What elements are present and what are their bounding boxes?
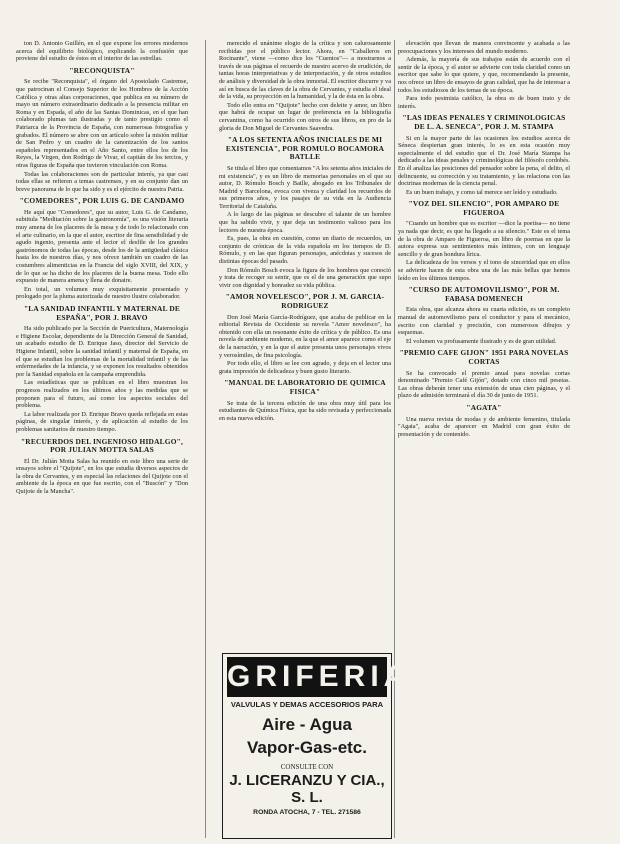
section-heading: "A LOS SETENTA AÑOS INICIALES DE MI EXISTENCIA", POR ROMULO BOCAMORA BATLLE [225,135,385,162]
ad-line1: Aire - Agua [261,715,353,734]
paragraph: Ha sido publicado por la Sección de Puericultura, Maternología e Higiene Escolar, dependiente de la Dirección General de Sanidad, un acabado estudio de D. Enrique Jaso, director del Servicio de Higiene Infantil, sobre la sanidad infantil y maternal de España, en el que se estudian los problemas de la mortalidad infantil y de las enfermedades de la infancia, y se exponen los resultados obtenidos por la Sanidad española en la campaña emprendida. [16,325,188,378]
paragraph: ton D. Antonio Guillén, en el que expone los errores modernos acerca del equilibrio biológico, explicando la confusión que proviene del estudio de éstos en el interior de las estrellas. [16,40,188,63]
section-heading: "COMEDORES", POR LUIS G. DE CANDAMO [19,196,185,206]
section-heading: "CURSO DE AUTOMOVILISMO", POR M. FABASA DOMENECH [408,285,560,303]
section-heading: "LAS IDEAS PENALES Y CRIMINOLOGICAS DE L. A. SENECA", POR J. M. STAMPA [402,113,566,131]
paragraph: A lo largo de las páginas se descubre el talante de un hombre que ha sabido vivir, y que deja un testimonio valioso para los lectores de nuestra época. [219,211,391,234]
paragraph: En total, un volumen muy exquisitamente presentado y prologado por la pluma autorizada de nuestro ilustre colaborador. [16,285,188,301]
column-rule-2 [394,40,395,838]
column-rule-1 [205,40,206,838]
paragraph: He aquí que "Comedores", que su autor, Luis G. de Candamo, subtitula "Meditación sobre la gastronomía", es una visión literaria muy amena de los placeres de la mesa y de todo lo relacionado con el arte culinario, en la que el autor, escritor de fina sensibilidad y de agudo ingenio, presenta ante el lector el desfile de los grandes gastrónomos de todas las épocas, desde los de la antigüedad clásica hasta los de nuestros días, y nos ofrece también un cuadro de las costumbres alimenticias en la Francia del siglo XVIII, del XIX, y de lo que se ha dicho de los placeres de la buena mesa. Todo ello expuesto de manera amena y llena de donaire. [16,208,188,285]
paragraph: Además, la mayoría de sus trabajos están de acuerdo con el sentir de la época, y el autor se advierte con toda claridad como un escritor que sabe lo que quiere, y que, recomendando la presente, nos ofrece un libro de ensayos de gran calidad, que ha de interesar a todos los estudiosos de los temas de su época. [398,56,570,94]
paragraph: El volumen va profusamente ilustrado y es de gran utilidad. [406,337,557,345]
ad-subtitle: VALVULAS Y DEMAS ACCESORIOS PARA [230,700,384,709]
paragraph: Se titula el libro que comentamos "A los setenta años iniciales de mi existencia", y es un libro de memorias personales en el que su autor, D. Rómulo Bosch y Batlle, abogado en los Tribunales de Madrid y Barcelona, evoca con viveza y claridad los recuerdos de sus primeros años, y los pasajes de su vida en la Audiencia Territorial de Cataluña. [219,164,391,210]
section-heading: "AGATA" [466,402,502,412]
paragraph: elevación que llevan de manera convincente y acabada a las preocupaciones y los intereses del mundo moderno. [398,40,570,55]
section-heading: "LA SANIDAD INFANTIL Y MATERNAL DE ESPAÑA", POR J. BRAVO [23,304,181,322]
section-heading: "MANUAL DE LABORATORIO DE QUIMICA FISICA" [224,378,386,396]
section-heading: "RECUERDOS DEL INGENIOSO HIDALGO", POR JULIAN MOTTA SALAS [20,436,184,455]
ad-brand: GRIFERIA [227,657,387,697]
paragraph: merecido el unánime elogio de la crítica y son calurosamente recibidas por el público lector. Ahora, en "Caballeros en Rocinante", viene —como dice los "Cuentos"— a mostrarnos a través de sus páginas el recuerdo de nuestro acervo de erudición, de tantas horas interpretativas y de interpretación, y de otros estudios de análisis y diversidad de la obra inmortal. El escritor discurre y va así en busca de las claves de la obra de Cervantes, y estudia el ideal de la vida, su proyección en la humanidad, y la de ésta en la obra. [219,40,391,101]
paragraph: Se trata de la tercera edición de una obra muy útil para los estudiantes de Química Física, que ha sido revisada y perfeccionada en esta nueva edición. [219,399,391,422]
section-heading: "PREMIO CAFE GIJON" 1951 PARA NOVELAS CORTAS [399,348,569,366]
paragraph: Si en la mayor parte de las ocasiones los estudios acerca de Séneca despiertan gran interés, lo es en esta ocasión muy especialmente el del estudio que el Dr. José María Stampa ha dedicado a las ideas penales y criminológicas del filósofo cordobés. En él analiza las posiciones del pensador sobre la pena, el delito, el delincuente, su corrección y su tratamiento, y las relaciona con las doctrinas modernas de la ciencia penal. [398,134,570,188]
paragraph: La delicadeza de los versos y el tono de sinceridad que en ellos se advierte hacen de esta obra una de las más bellas que hemos leído en los últimos tiempos. [398,259,570,282]
paragraph: Esta obra, que alcanza ahora su cuarta edición, es un completo manual de automovilismo para el conductor y para el mecánico, escrito con claridad y precisión, con numerosos dibujos y esquemas. [398,306,570,337]
paragraph: Don José María García-Rodríguez, que acaba de publicar en la editorial Revista de Occidente su novela "Amor novelesco", ha obtenido con ella un resonante éxito de crítica y de público. Es una novela de ambiente moderno, en la que el amor aparece como el eje de la narración, y en la que el autor presenta unos personajes vivos y verosímiles, de fina psicología. [219,313,391,359]
paragraph: Don Rómulo Bosch evoca la figura de los hombres que conoció y trata de recoger su sentir, que es el de una generación que supo vivir con dignidad y honradez su vida pública. [219,266,391,289]
paragraph: Todo ello entra en "Quijote" hecho con deleite y amor, un libro que habrá de ocupar un lugar de preferencia en la bibliografía cervantina, como ha ocurrido con otros de sus libros, en pro de la gloria de Don Miguel de Cervantes Saavedra. [219,101,391,132]
paragraph: Se ha convocado el premio anual para novelas cortas denominado "Premio Café Gijón", dotado con cinco mil pesetas. Las obras deberán tener una extensión de unas cien páginas, y el plazo de admisión terminará el día 30 de junio de 1951. [398,369,570,400]
paragraph: "Cuando un hombre que es escritor —dice la poetisa— no tiene ya nada que decir, es que ha llegado a su silencio." Este es el tema de la obra de Amparo de Figueroa, un libro de poemas en que la autora expresa sus sentimientos más íntimos, con un lenguaje sencillo y de gran hondura lírica. [398,220,570,258]
section-heading: "RECONQUISTA" [69,65,135,75]
paragraph: La labor realizada por D. Enrique Bravo queda reflejada en estas páginas, de singular interés, y de aplicación al estudio de los problemas sanitarios de nuestro tiempo. [16,410,188,433]
paragraph: Todas las colaboraciones son de particular interés, ya que casi todas ellas se refieren a temas castrenses, y en su conjunto dan un breve panorama de lo que ha sido y es el ejército de nuestra Patria. [16,170,188,193]
paragraph: Se recibe "Reconquista", el órgano del Apostolado Castrense, que patrocinan el Consejo Superior de los Hombres de la Acción Católica y otras altas corporaciones, que publica en su número de mayo un número extraordinario dedicado a la presencia militar en Roma y en Espada, el año de las Santas Dominicas, en el que han colaborado plumas tan ilustradas y de tanto prestigio como el Patriarca de la Provincia de España, con numerosas fotografías y grabados. El número se abre con un artículo sobre la misión militar de San Pedro y un cuadro de la canonización de los santos españoles representados en el Año Santo, entre ellos los de los Reyes, la Virgen, don Rodrigo de Vivar, el capitán de los tercios, y otras figuras de España que tuvieron vinculación con Roma. [16,78,188,169]
column-3 [398,40,570,840]
ad-line2: Vapor-Gas-etc. [247,738,367,757]
ad-consult: CONSULTE CON [280,763,334,771]
ad-company: J. LICERANZU Y CIA., S. L. [229,772,385,806]
paragraph: Es, pues, la obra en cuestión, como un diario de recuerdos, un conjunto de crónicas de la vida española en los tiempos de D. Rómulo, y en las que figuran personajes, anécdotas y sucesos de distintas épocas del pasado. [219,235,391,266]
section-heading: "VOZ DEL SILENCIO", POR AMPARO DE FIGUEROA [408,199,560,217]
paragraph: Las estadísticas que se publican en el libro muestran los progresos realizados en los últimos años y las medidas que se proponen para el futuro, así como los aspectos sociales del problema. [16,379,188,410]
ad-address: RONDA ATOCHA, 7 - TEL. 271586 [253,809,361,816]
paragraph: Por todo ello, el libro se lee con agrado, y deja en el lector una grata impresión de delicadeza y buen gusto literario. [219,360,391,375]
column-2 [219,40,391,648]
paragraph: Para todo pesimista católico, la obra es de buen trato y de interés. [398,95,570,110]
section-heading: "AMOR NOVELESCO", POR J. M. GARCIA-RODRIGUEZ [225,292,385,310]
advertisement-box [222,653,411,839]
column-1 [16,40,188,840]
paragraph: Una nueva revista de modas y de ambiente femenino, titulada "Agata", acaba de aparecer en Madrid con gran éxito de presentación y de contenido. [398,415,570,438]
paragraph: El Dr. Julián Motta Salas ha reunido en este libro una serie de ensayos sobre el "Quijote", en los que estudia diversos aspectos de la obra de Cervantes, y en especial las relaciones del Quijote con el ambiente de la época en que fue escrito, con el "Buscón" y "Don Quijote de la Mancha". [16,457,188,496]
paragraph: Es un buen trabajo, y como tal merece ser leído y estudiado. [406,188,558,196]
